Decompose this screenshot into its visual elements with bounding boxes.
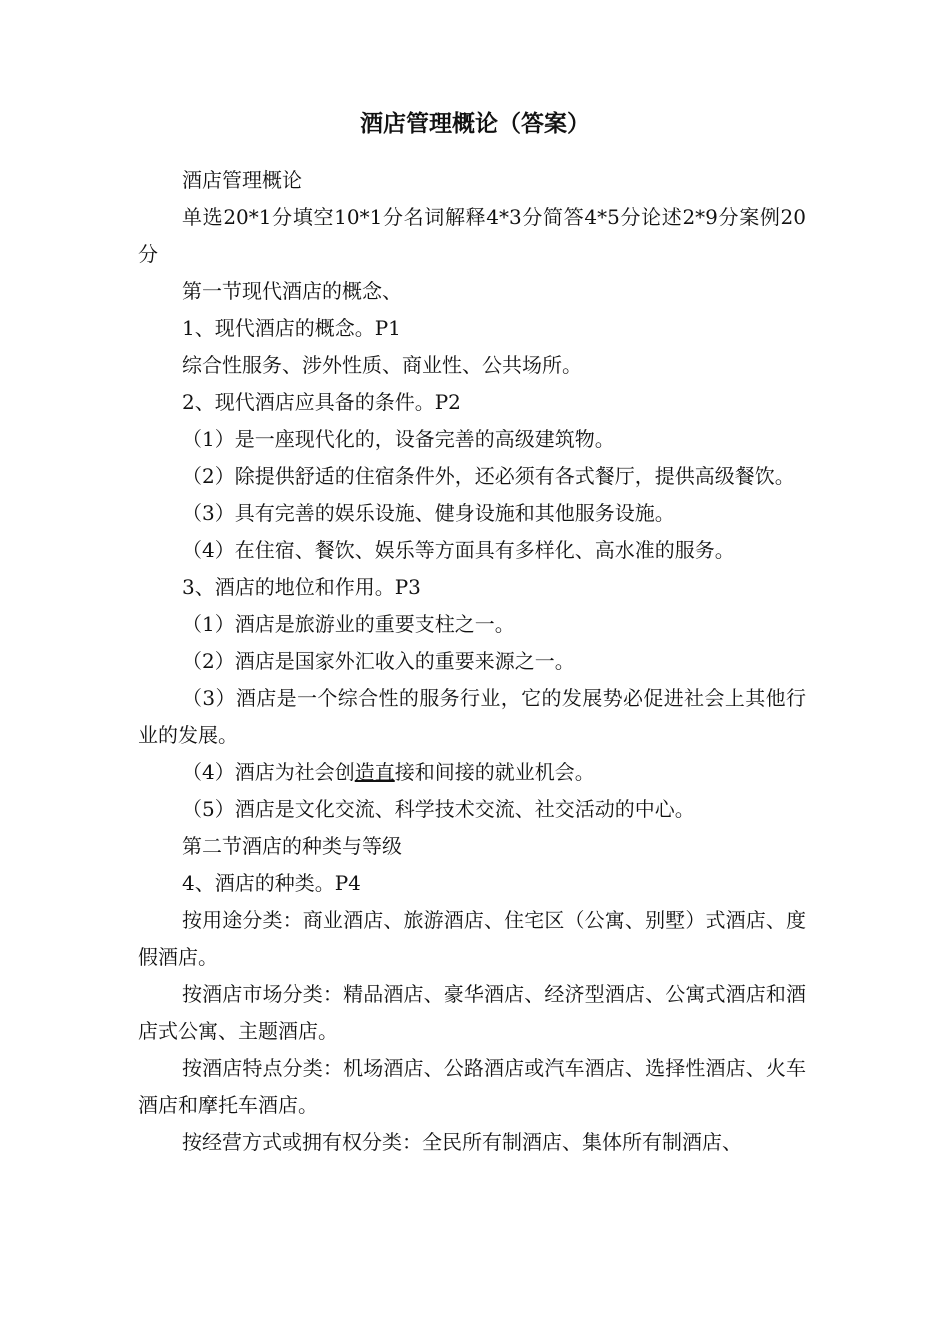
paragraph: 酒店管理概论 [182,168,302,192]
list-item: （2）除提供舒适的住宿条件外，还必须有各式餐厅，提供高级餐饮。 [182,464,795,488]
list-item: （3）具有完善的娱乐设施、健身设施和其他服务设施。 [182,501,675,525]
paragraph: 4、酒店的种类。P4 [182,871,361,895]
underlined-text: 造直 [354,760,395,784]
list-item: （4）在住宿、餐饮、娱乐等方面具有多样化、高水准的服务。 [182,538,735,562]
list-item: （5）酒店是文化交流、科学技术交流、社交活动的中心。 [182,797,695,821]
text-run: 接和间接的就业机会。 [394,760,595,784]
list-item: （1）酒店是旅游业的重要支柱之一。 [182,612,515,636]
document-title: 酒店管理概论（答案） [360,111,590,137]
list-item: （3）酒店是一个综合性的服务行业，它的发展势必促进社会上其他行业的发展。 [138,686,806,747]
document-body [138,162,806,1161]
list-item: （1）是一座现代化的，设备完善的高级建筑物。 [182,427,615,451]
paragraph: 按用途分类：商业酒店、旅游酒店、住宅区（公寓、别墅）式酒店、度假酒店。 [138,908,806,969]
text-run: （4）酒店为社会创 [182,760,355,784]
paragraph: 按酒店市场分类：精品酒店、豪华酒店、经济型酒店、公寓式酒店和酒店式公寓、主题酒店。 [138,982,806,1043]
paragraph: 1、现代酒店的概念。P1 [182,316,401,340]
paragraph: 2、现代酒店应具备的条件。P2 [182,390,461,414]
paragraph: 按酒店特点分类：机场酒店、公路酒店或汽车酒店、选择性酒店、火车酒店和摩托车酒店。 [138,1056,806,1117]
list-item [138,754,806,791]
section-heading: 第二节酒店的种类与等级 [182,834,402,858]
paragraph: 综合性服务、涉外性质、商业性、公共场所。 [182,353,582,377]
section-heading: 第一节现代酒店的概念、 [182,279,402,303]
paragraph: 3、酒店的地位和作用。P3 [182,575,421,599]
paragraph: 按经营方式或拥有权分类：全民所有制酒店、集体所有制酒店、 [182,1130,742,1154]
list-item: （2）酒店是国家外汇收入的重要来源之一。 [182,649,575,673]
paragraph: 单选20*1分填空10*1分名词解释4*3分简答4*5分论述2*9分案例20分 [138,205,806,266]
